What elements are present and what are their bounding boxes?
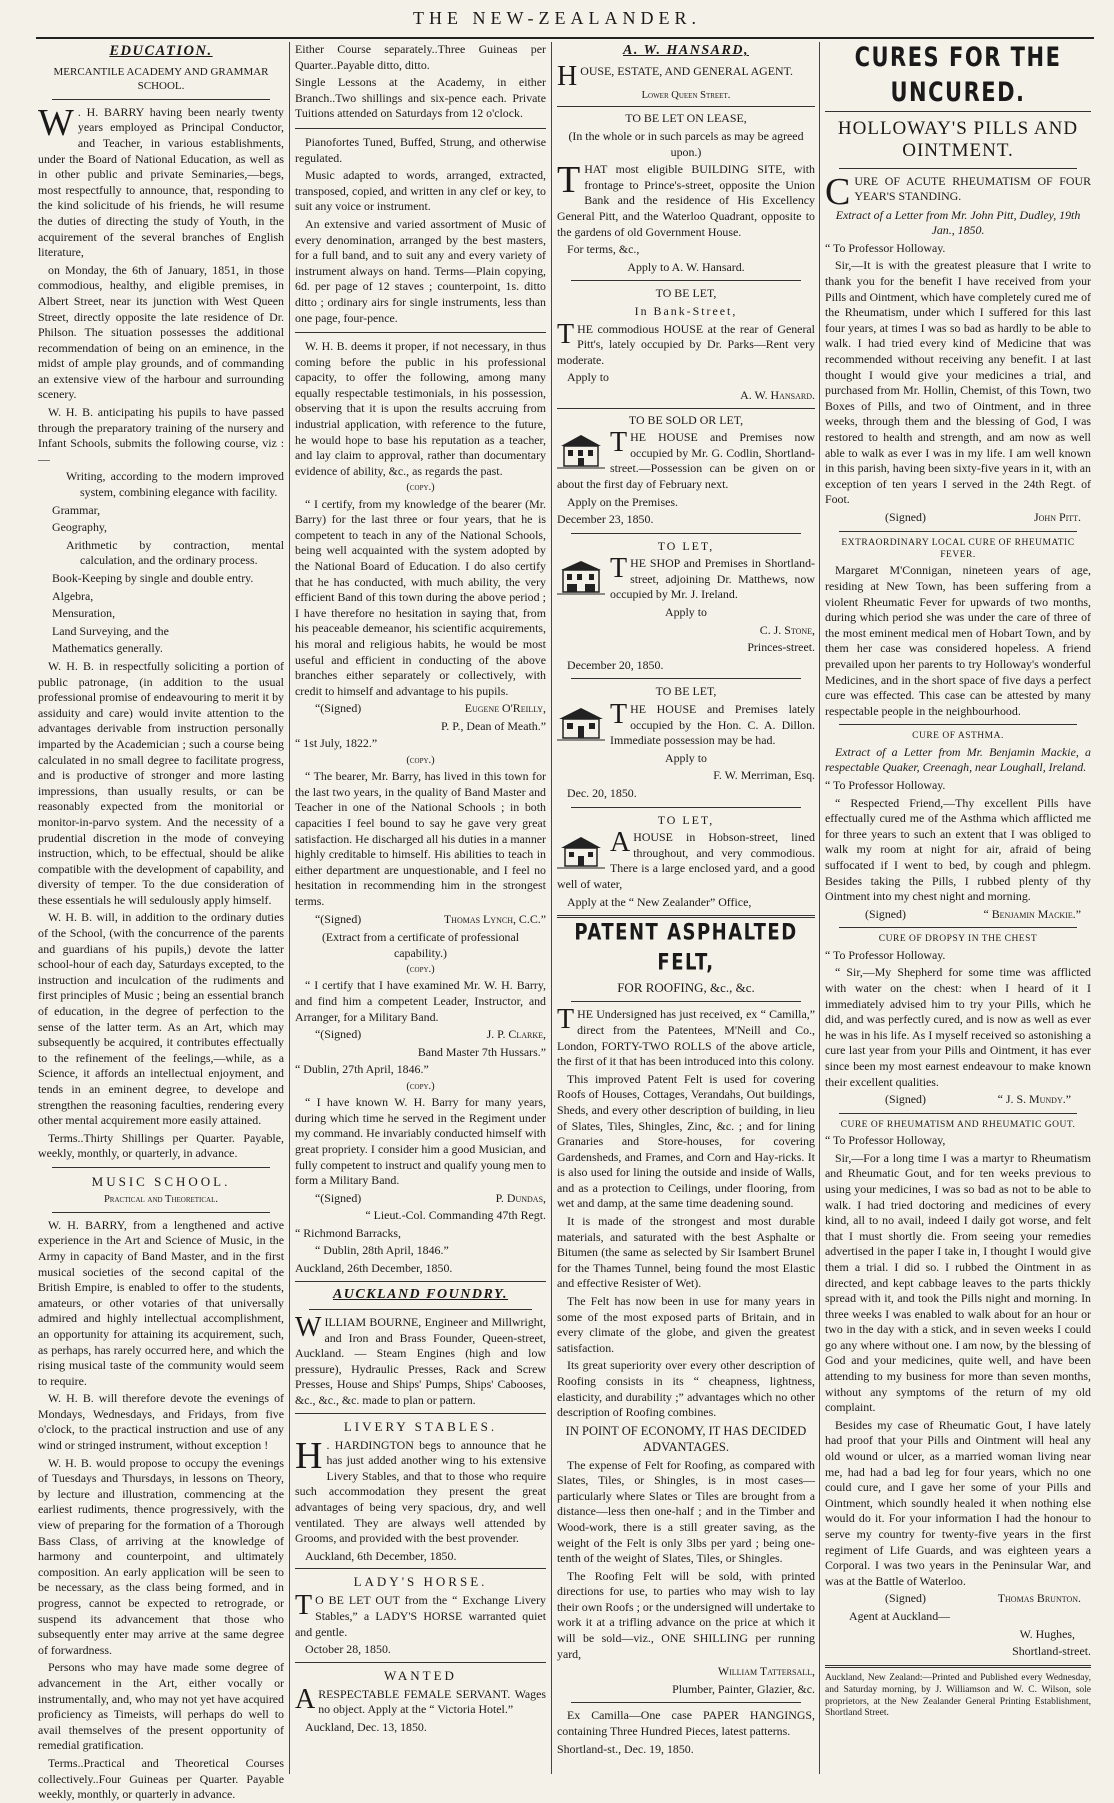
signed-label: (Signed)	[885, 509, 926, 524]
felt-paragraph: The expense of Felt for Roofing, as compared with Slates, Tiles, or Shingles, is in most cases—particularly where Slates or Tiles are brought from a distance—less then one-half ; and in the Timber and Wood-work, there is a still greater saving, as the weight of the Felt is only 3lbs per yard ; being one-tenth of the weight of Slates, Tiles, or Shingles.	[557, 1457, 815, 1566]
house-illustration	[557, 704, 605, 742]
column-divider	[551, 42, 552, 1774]
education-paragraph: W. H. B. in respectfully soliciting a portion of public patronage, (in addition to the usual professional promise of endeavouring to merit it by assiduity and care) would invite attention to the advantages derivable from instruction personally imparted by the Academician ; such a course being calculated in no small degree to facilitate progress, and is productive of stronger and more lasting impressions, than usually results, or can be reasonably expected from the monitorial or monitor-in-parvo system. And the necessity of a prudential discretion in the mode of conveying instruction, which, to be effectual, should be alike compatible with the development of capability, and diversity of temper. To the due consideration of these essentials he will sedulously apply himself.	[38, 658, 284, 907]
divider	[557, 106, 815, 107]
extract-note: (Extract from a certificate of professional capability.)	[321, 930, 520, 960]
column-4	[825, 42, 1091, 1774]
cure-letter: Besides my case of Rheumatic Gout, I have lately had proof that your Pills and Ointment will heal any old wound or ulcer, as a married woman living near me, had had a bad leg for four years, which no one could cure, and I gave her some of your Pills and Ointment, which soundly healed it when nothing else would do it. For your information I had the honour to serve my country for twenty-five years in the first regiment of Life Guards, and was eighteen years a Corporal. I was two years in the Peninsular War, and was at the Battle of Waterloo.	[825, 1417, 1091, 1588]
felt-subheading: FOR ROOFING, &c., &c.	[617, 980, 755, 996]
livery-date: Auckland, 6th December, 1850.	[305, 1548, 457, 1563]
signature-line	[825, 907, 1091, 923]
divider	[571, 280, 801, 281]
testimonial-date: “ Dublin, 27th April, 1846.”	[295, 1062, 429, 1077]
wanted-text	[295, 1683, 546, 1718]
divider	[295, 1413, 546, 1414]
cure-heading: CURE OF RHEUMATISM AND RHEUMATIC GOUT.	[840, 1119, 1076, 1130]
masthead: THE NEW-ZEALANDER.	[413, 8, 701, 28]
column-divider	[819, 42, 820, 1774]
copy-label: (copy.)	[406, 482, 435, 494]
signed-label: (Signed)	[885, 1591, 926, 1606]
felt-paragraph: The Roofing Felt will be sold, with printed directions for use, to parties who may wish to lay their own Roofs ; or the undersigned will undertake to work it at a trifling advance on the price at which it will be sold—viz., ONE SHILLING per running yard,	[557, 1568, 815, 1661]
drop-cap: T	[610, 427, 628, 459]
testimonial-text: “ I have known W. H. Barry for many years, during which time he served in the Regiment under my command. He invariably conducted himself with great propriety. I consider him a good Musician, and fully competent to instruct and qualify young men to form a Military Band.	[295, 1095, 546, 1188]
copy-label: (copy.)	[406, 964, 435, 976]
header-rule	[36, 37, 1094, 39]
music-paragraph: W. H. B. will therefore devote the evenings of Mondays, Wednesdays, and Fridays, from five o'clock, to the practical instruction and use of any wind or stringed instrument, without exception !	[38, 1391, 284, 1453]
education-intro	[38, 101, 284, 261]
music-terms: Terms..Practical and Theoretical Courses collectively..Four Guineas per Quarter. Payable weekly, monthly, or quarterly in advance.	[38, 1755, 284, 1802]
divider	[295, 128, 546, 129]
signature-line	[295, 1191, 546, 1207]
divider	[571, 533, 801, 534]
course-item: Book-Keeping by single and double entry.	[52, 571, 254, 586]
lease-text	[557, 159, 815, 240]
felt-paragraph: It is made of the strongest and most durable materials, and saturated with the best Asphalte or Bitumen (the same as selected by Sir Isambert Brunel for the Thames Tunnel, being found the most Elastic and effective Resister of Wet).	[557, 1214, 815, 1291]
paragraph-text: HE HOUSE and Premises lately occupied by the Hon. C. A. Dillon. Immediate possession may be had.	[610, 702, 815, 748]
livery-text	[295, 1434, 546, 1547]
column-1	[38, 42, 284, 1802]
bank-name: A. W. Hansard.	[740, 387, 815, 402]
dillon-name: F. W. Merriman, Esq.	[713, 768, 815, 783]
divider	[839, 1113, 1077, 1114]
signatory-title: P. P., Dean of Meath.”	[440, 718, 546, 733]
testimonial-place: “ Richmond Barracks,	[295, 1225, 401, 1240]
shop-text	[557, 553, 815, 603]
education-terms: Terms..Thirty Shillings per Quarter. Payable, weekly, monthly, or quarterly, in advance.	[38, 1130, 284, 1161]
divider	[571, 807, 801, 808]
hansard-heading: A. W. HANSARD,	[623, 43, 749, 58]
foundry-text	[295, 1311, 546, 1409]
felt-paragraph: The Felt has now been in use for many years in some of the most exposed parts of Britain, and in every climate of the globe, and given the greatest satisfaction.	[557, 1294, 815, 1355]
bank-apply: Apply to	[567, 370, 609, 385]
hansard-text	[557, 61, 815, 93]
felt-date: Shortland-st., Dec. 19, 1850.	[557, 1741, 694, 1756]
drop-cap: A	[295, 1683, 316, 1715]
divider	[295, 1281, 546, 1282]
drop-cap: T	[557, 159, 581, 202]
cure-extract: Extract of a Letter from Mr. Benjamin Mackie, a respectable Quaker, Creenagh, near Loughall, Ireland.	[825, 744, 1091, 775]
paragraph-text: HE SHOP and Premises in Shortland-street, adjoining Dr. Matthews, now occupied by Mr. J. Ireland.	[610, 556, 815, 602]
course-list	[38, 469, 284, 657]
drop-cap: H	[295, 1434, 323, 1477]
testimonial-intro: W. H. B. deems it proper, if not necessary, in thus coming before the public in his professional capacity, to offer the following, among many equally respectable testimonials, in his possession, observing that it is upon the results accruing from industrial application, with reference to the future, he would hope to base his reputation as a teacher, and lay claim to approval, rather than documentary evidence of ability, &c., as regards the past.	[295, 339, 546, 478]
drop-cap: T	[610, 553, 628, 585]
signatory: Thomas Brunton.	[997, 1591, 1081, 1606]
to-professor: “ To Professor Holloway.	[825, 947, 946, 962]
cure-letter: Margaret M'Connigan, nineteen years of age, residing at New Town, has been suffering from a violent Rheumatic Fever for upwards of two months, during which period she was under the care of three of the most eminent medical men of Hobart Town, and by them her case was considered hopeless. A friend prevailed upon her parents to try Holloway's wonderful Medicines, and in the short space of five days a perfect cure was effected. This case can be attested by many respectable people in the neighbourhood.	[825, 563, 1091, 718]
testimonial-text: “ The bearer, Mr. Barry, has lived in this town for the last two years, in the quality of Band Master and Teacher in one of the National Schools ; in both capacities I feel bound to say he gave very great satisfaction. He discharged all his duties in a manner highly creditable to himself. His abilities to teach in either department are unquestionable, and I feel no hesitation in recommending him in the strongest terms.	[295, 769, 546, 908]
divider	[825, 1665, 1091, 1668]
divider	[839, 531, 1077, 532]
paragraph-text: . H. BARRY having been nearly twenty years employed as Principal Conductor, and Teacher, in various establishments, under the Board of National Education, as well as in other public and private Seminaries,—begs, most respectfully to announce, that, responding to the kind solicitude of his friends, he will resume the duties of directing the study of Youth, in the acquirement of the several branches of English literature,	[38, 104, 284, 260]
felt-economy-heading: IN POINT OF ECONOMY, IT HAS DECIDED ADVANTAGES.	[565, 1423, 807, 1455]
foundry-heading: AUCKLAND FOUNDRY.	[332, 1286, 509, 1302]
hobson-text	[557, 827, 815, 892]
advert-date: Auckland, 26th December, 1850.	[295, 1261, 453, 1276]
divider	[295, 332, 546, 333]
shop-date: December 20, 1850.	[567, 657, 664, 672]
dillon-apply: Apply to	[665, 750, 707, 765]
course-item: Algebra,	[52, 588, 94, 603]
drop-cap: T	[557, 318, 575, 350]
signatory: “ Benjamin Mackie.”	[983, 906, 1081, 921]
signature-line	[825, 510, 1091, 526]
education-heading: EDUCATION.	[109, 43, 213, 59]
bank-text	[557, 318, 815, 369]
imprint: Auckland, New Zealand:—Printed and Published every Wednesday, and Saturday morning, by J. Williamson and W. C. Wilson, sole proprietors, at the New Zealander General Printing Establishment, Shortland Street.	[825, 1672, 1091, 1719]
felt-ex-camilla: Ex Camilla—One case PAPER HANGINGS, containing Three Hundred Pieces, latest patterns.	[557, 1708, 815, 1739]
music-adapted: Music adapted to words, arranged, extracted, transposed, copied, and written in any clef or key, to suit any voice or instrument.	[295, 168, 546, 214]
paragraph-text: HE commodious HOUSE at the rear of General Pitt's, lately occupied by Dr. Parks—Rent very moderate.	[557, 321, 815, 367]
paragraph-text: HOUSE in Hobson-street, lined throughout, and very commodious. There is a large enclosed yard, and a good well of water,	[557, 830, 815, 891]
paragraph-text: HE Undersigned has just received, ex “ Camilla,” direct from the Patentees, M'Neill and Co., London, FORTY-TWO ROLLS of the above article, the first of it that has been introduced into this colony.	[557, 1007, 815, 1069]
divider	[52, 99, 270, 100]
cure-heading: CURE OF DROPSY IN THE CHEST	[878, 934, 1038, 945]
signed-label: “(Signed)	[315, 911, 362, 926]
divider	[571, 1001, 801, 1002]
horse-date: October 28, 1850.	[305, 1642, 391, 1657]
to-professor: “ To Professor Holloway.	[825, 778, 946, 792]
bank-subheading: In Bank-Street,	[634, 303, 738, 318]
shop-heading: TO LET,	[657, 538, 715, 553]
course-item: Mathematics generally.	[52, 641, 163, 656]
sold-heading: TO BE SOLD OR LET,	[628, 412, 744, 427]
music-paragraph: W. H. BARRY, from a lengthened and active experience in the Art and Science of Music, in the Army in capacity of Band Master, and in the first musical societies of the second capital of the British Empire, is enabled to offer to the students, amateurs, or other votaries of that universally admired and highly intellectual accomplishment, an opportunity for attaining its acquirement, such, as perhaps, has rarely occurred here, and which the rising musical taste of the community would seem to require.	[38, 1217, 284, 1388]
house-illustration	[557, 432, 605, 470]
signatory-title: “ Lieut.-Col. Commanding 47th Regt.	[365, 1208, 546, 1223]
agent-address: Shortland-street.	[1012, 1644, 1091, 1659]
sold-date: December 23, 1850.	[557, 512, 654, 527]
column-3	[557, 42, 815, 1774]
course-item: Mensuration,	[52, 606, 116, 621]
hobson-apply: Apply at the “ New Zealander” Office,	[567, 894, 752, 909]
wanted-date: Auckland, Dec. 13, 1850.	[305, 1719, 427, 1734]
divider	[309, 1309, 532, 1310]
felt-text	[557, 1004, 815, 1069]
divider	[557, 408, 815, 409]
divider	[839, 168, 1077, 169]
signatory: “ J. S. Mundy.”	[997, 1092, 1071, 1107]
agent-name: W. Hughes,	[1019, 1626, 1075, 1641]
shop-name: C. J. Stone,	[759, 622, 815, 637]
cure-heading: EXTRAORDINARY LOCAL CURE OF RHEUMATIC FEVER.	[841, 537, 1075, 560]
signed-label: “(Signed)	[315, 1027, 362, 1042]
signatory: Thomas Lynch, C.C.”	[443, 911, 546, 926]
felt-paragraph: This improved Patent Felt is used for covering Roofs of Houses, Cottages, Verandahs, Out buildings, Sheds, and every other description of building, in lieu of Slates, Tiles, Shingles, Zinc, &c. ; and for lining Granaries and Store-houses, for covering Gardensheds, and Frames, and Corn and Hay-ricks. It is also used for lining the outside and inside of Walls, and as a protection to Ceilings, under flooring, from wet and damp, at the same time deadening sound.	[557, 1071, 815, 1211]
academy-subheading: MERCANTILE ACADEMY AND GRAMMAR SCHOOL.	[53, 65, 269, 93]
dillon-date: Dec. 20, 1850.	[567, 786, 637, 801]
to-professor: “ To Professor Holloway.	[825, 240, 946, 255]
hobson-heading: TO LET,	[657, 812, 715, 827]
lease-apply: Apply to A. W. Hansard.	[627, 259, 745, 274]
divider	[295, 1568, 546, 1569]
paragraph-text: O BE LET OUT from the “ Exchange Livery Stables,” a LADY'S HORSE warranted quiet and gentle.	[295, 1593, 546, 1639]
paragraph-text: HAT most eligible BUILDING SITE, with frontage to Prince's-street, opposite the Union Bank and the residence of His Excellency General Pitt, and the Waterloo Quadrant, opposite to the gardens of old Government House.	[557, 162, 815, 239]
drop-cap: C	[825, 170, 851, 213]
paragraph-text: ILLIAM BOURNE, Engineer and Millwright, and Iron and Brass Founder, Queen-street, Auckland. — Steam Engines (high and low pressure), Hydraulic Presses, Rack and Screw Presses, House and Ships' Pumps, Ships' Cabooses, &c., &c., &c. made to plan or pattern.	[295, 1314, 546, 1407]
cures-heading: CURES FOR THE UNCURED.	[854, 42, 1062, 107]
sold-text	[557, 427, 815, 492]
paragraph-text: OUSE, ESTATE, AND GENERAL AGENT.	[580, 64, 793, 79]
felt-seller-title: Plumber, Painter, Glazier, &c.	[672, 1681, 815, 1696]
divider	[839, 724, 1077, 725]
cure-heading: CURE OF ASTHMA.	[912, 731, 1004, 742]
course-item: Geography,	[52, 520, 108, 535]
signatory: P. Dundas,	[495, 1190, 546, 1205]
drop-cap: T	[295, 1590, 313, 1622]
course-item: Land Surveying, and the	[52, 623, 169, 638]
divider	[52, 1167, 270, 1168]
signatory: John Pitt.	[1034, 509, 1081, 524]
cure-letter: Sir,—It is with the greatest pleasure that I write to thank you for the benefit I have received from your Pills and Ointment, which have completely cured me of the Rheumatism, under which I suffered for this last four years, at times I was so bad as hardly to be able to walk. I had tried every kind of Medicine that was recommended without receiving any benefit. I at last thought I would give your medicines a trial, and purchased from Mr. Hollin, Chemist, of this Town, two Boxes of Pills, and two of Ointment, and in three weeks, through them and the blessing of God, I was restored to health and strength, and am now as well able to walk as ever I was in my life. I am well known in this parish, having been sixty-five years in it, with an exception of ten years I served in the 24th Regt. of Foot.	[825, 258, 1091, 507]
felt-paragraph: Its great superiority over every other description of Roofing consists in its “ cheapness, lightness, elasticity, and durability ;” advantages which no other description of Roofing combines.	[557, 1358, 815, 1420]
signature-line	[295, 912, 546, 928]
cure-letter: “ Sir,—My Shepherd for some time was afflicted with water on the chest: when I heard of it I immediately advised him to try your Pills, which he did, and was perfectly cured, and is now as well as ever he was in his life. As I myself received so astonishing a cure last year from your Pills and Ointment, it has ever since been my most earnest endeavour to make known their excellent qualities.	[825, 965, 1091, 1089]
paragraph-text: URE OF ACUTE RHEUMATISM OF FOUR YEAR'S STANDING.	[854, 173, 1091, 204]
holloway-heading: HOLLOWAY'S PILLS AND OINTMENT.	[837, 118, 1079, 161]
livery-heading: LIVERY STABLES.	[343, 1418, 498, 1434]
house-illustration	[557, 558, 605, 596]
drop-cap: T	[610, 699, 628, 731]
hansard-address: Lower Queen Street.	[641, 90, 731, 102]
paragraph-text: HE HOUSE and Premises now occupied by Mr. G. Codlin, Shortland-street.—Possession can be given on or about the first day of February next.	[557, 430, 815, 491]
paragraph-text: RESPECTABLE FEMALE SERVANT. Wages no object. Apply at the “ Victoria Hotel.”	[318, 1686, 546, 1717]
dillon-heading: TO BE LET,	[655, 684, 717, 699]
music-assortment: An extensive and varied assortment of Music of every denomination, arranged by the best masters, for a full band, and to suit any and every variety of instrument always on hand. Terms—Plain copying, 6d. per page of 12 staves ; counterpoint, 1s. ditto ditto ; ordinary airs for single instruments, less than one page, four-pence.	[295, 216, 546, 325]
signed-label: “(Signed)	[315, 1190, 362, 1205]
lease-heading: TO BE LET ON LEASE,	[625, 111, 747, 126]
drop-cap: W	[295, 1311, 322, 1343]
divider	[571, 1702, 801, 1703]
shop-apply: Apply to	[665, 605, 707, 620]
music-school-heading: MUSIC SCHOOL.	[91, 1173, 231, 1189]
course-item: Grammar,	[52, 502, 101, 517]
felt-seller: William Tattersall,	[717, 1664, 815, 1679]
divider	[571, 678, 801, 679]
signatory-title: Band Master 7th Hussars.”	[417, 1044, 546, 1059]
testimonial-text: “ I certify, from my knowledge of the bearer (Mr. Barry) for the last three or four years, that he is competent to teach in any of the National Schools, being well acquainted with the system adopted by the National Board of Education. I do also certify that he has conducted, with much ability, the very efficient Band of this town during the above period ; I have therefore no hesitation in saying that, from his peaceable demeanor, his scientific acquirements, his moral and religious habits, he would be most useful and efficient in conducting of the above branches either separately or collectively, with credit to himself and advantage to his pupils.	[295, 496, 546, 698]
music-paragraph: W. H. B. would propose to occupy the evenings of Tuesdays and Thursdays, in lessons on Theory, by lecture and illustration, commencing at the earliest rudiments, thence progressively, with the view of preparing for the formation of a Thorough Bass Class, of arriving at the knowledge of harmony and counterpoint, and ultimately composition. An early application will be seen to be necessary, as the class being formed, and in progress, cannot be expected to retrograde, or suspend its advancement that those who subsequently enter may arrive at the same degree of forwardness.	[38, 1455, 284, 1657]
drop-cap: W	[38, 101, 74, 144]
signature-line	[825, 1591, 1091, 1607]
signatory: Eugene O'Reilly,	[464, 701, 546, 716]
music-terms-cont: Either Course separately..Three Guineas per Quarter..Payable ditto, ditto.	[295, 42, 546, 72]
music-subheading: Practical and Theoretical.	[103, 1194, 219, 1205]
shop-address: Princes-street.	[747, 640, 815, 655]
bank-heading: TO BE LET,	[655, 286, 717, 301]
testimonial-date: “ Dublin, 28th April, 1846.”	[315, 1243, 449, 1258]
signed-label: (Signed)	[865, 906, 906, 921]
lease-subheading: (In the whole or in such parcels as may be agreed upon.)	[568, 129, 804, 159]
cure-extract: Extract of a Letter from Mr. John Pitt, Dudley, 19th Jan., 1850.	[835, 207, 1081, 238]
education-course-intro: W. H. B. anticipating his pupils to have passed through the preparatory training of the nursery and Infant Schools, submits the following course, viz :—	[38, 405, 284, 466]
divider	[295, 1662, 546, 1663]
copy-label: (copy.)	[406, 1081, 435, 1092]
drop-cap: H	[557, 61, 578, 93]
piano-notice: Pianofortes Tuned, Buffed, Strung, and otherwise regulated.	[295, 134, 546, 165]
drop-cap: A	[610, 827, 631, 859]
music-lessons: Single Lessons at the Academy, in either Branch..Two shillings and six-pence each. Private Tuitions attended on Saturdays from 12 o'clock.	[295, 75, 546, 121]
wanted-heading: WANTED	[384, 1667, 457, 1683]
sold-apply: Apply on the Premises.	[567, 494, 678, 509]
testimonial-text: “ I certify that I have examined Mr. W. H. Barry, and find him a competent Leader, Instructor, and Arranger, for a Military Band.	[295, 978, 546, 1024]
drop-cap: T	[557, 1004, 575, 1036]
music-paragraph: Persons who may have made some degree of advancement in the Art, either vocally or instrumentally, and, who may not yet have acquired proficiency as Timeists, will perhaps do well to avail themselves of the present opportunity of remedial gratification.	[38, 1660, 284, 1753]
house-illustration	[557, 832, 605, 870]
to-professor: “ To Professor Holloway,	[825, 1133, 946, 1148]
cure-letter: “ Respected Friend,—Thy excellent Pills have effectually cured me of the Asthma which afflicted me for three years to such an extent that I was obliged to walk my room at night for air, afraid of being suffocated if I went to bed, by cough and phlegm. Besides taking the Pills, I rubbed plenty of thy Ointment into my chest night and morning.	[825, 795, 1091, 904]
testimonial-date: “ 1st July, 1822.”	[295, 736, 378, 751]
signatory: J. P. Clarke,	[486, 1027, 546, 1042]
column-divider	[289, 42, 290, 1774]
felt-heading: PATENT ASPHALTED FELT,	[574, 919, 798, 976]
cure-heading	[825, 170, 1091, 213]
education-paragraph: W. H. B. will, in addition to the ordinary duties of the School, (with the concurrence of the parents and guardians of his pupils,) devote the latter school-hour of each day, Saturdays excepted, to the instruction and inculcation of the rudiments and first principles of Music ; being an essential branch of education, in the degree of perfection to the sense of the latter term. As an Art, which may subsequently be acquired, it contributes effectually to the refinement of the feelings,—while, as a Science, it affords an intellectual enjoyment, and tends in an eminent degree, to develope and strengthen the reasoning faculties, rendering every other mental acquirement more easily attained.	[38, 910, 284, 1128]
divider	[52, 1212, 270, 1213]
signature-line	[295, 1027, 546, 1043]
lease-terms: For terms, &c.,	[567, 242, 640, 257]
horse-text	[295, 1590, 546, 1640]
course-item: Writing, according to the modern improved system, combining elegance with facility.	[66, 469, 284, 500]
dillon-text	[557, 699, 815, 749]
horse-heading: LADY'S HORSE.	[353, 1574, 488, 1590]
course-item: Arithmetic by contraction, mental calculation, and the ordinary process.	[66, 537, 284, 568]
copy-label: (copy.)	[406, 755, 435, 767]
column-2	[295, 42, 546, 1774]
signed-label: (Signed)	[885, 1092, 926, 1107]
education-date-para: on Monday, the 6th of January, 1851, in those commodious, healthy, and eligible premises, in Albert Street, near its junction with West Queen Street, directly opposite the late residence of Dr. Philson. The situation possesses the additional recommendation of being on an eminence, in the midst of ample play grounds, and of commanding an extensive view of the harbour and surrounding scenery.	[38, 262, 284, 402]
cure-letter: Sir,—For a long time I was a martyr to Rheumatism and Rheumatic Gout, and for ten weeks previous to using your medicines, I was so bad as not to be able to walk. I had tried doctoring and medicines of every kind, all to no avail, indeed I daily got worse, and felt that I must shortly die. From seeing your remedies advertised in the paper I take in, I thought I would give them a trial. I did so. I rubbed the Ointment in as directed, and kept cabbage leaves to the parts thickly spread with it, and took the Pills night and morning. In three weeks I was enabled to walk about for an hour or two in the day with a stick, and in seven weeks I could go any where without one. I am now, by the blessing of God and your medicines, quite well, and have been attending to my business for more than seven months, without any symptoms of the return of my old complaint.	[825, 1150, 1091, 1415]
signed-label: “(Signed)	[315, 701, 362, 716]
signature-line	[825, 1092, 1091, 1108]
signature-line	[295, 701, 546, 717]
agent-label: Agent at Auckland—	[849, 1608, 951, 1623]
paragraph-text: . HARDINGTON begs to announce that he has just added another wing to his extensive Livery Stables, and that to those who require such accommodation they present the great advantages of being very spacious, dry, and well ventilated. They are always well attended by Grooms, and provided with the best provender.	[295, 1437, 546, 1546]
divider	[825, 111, 1091, 112]
divider	[839, 927, 1077, 928]
